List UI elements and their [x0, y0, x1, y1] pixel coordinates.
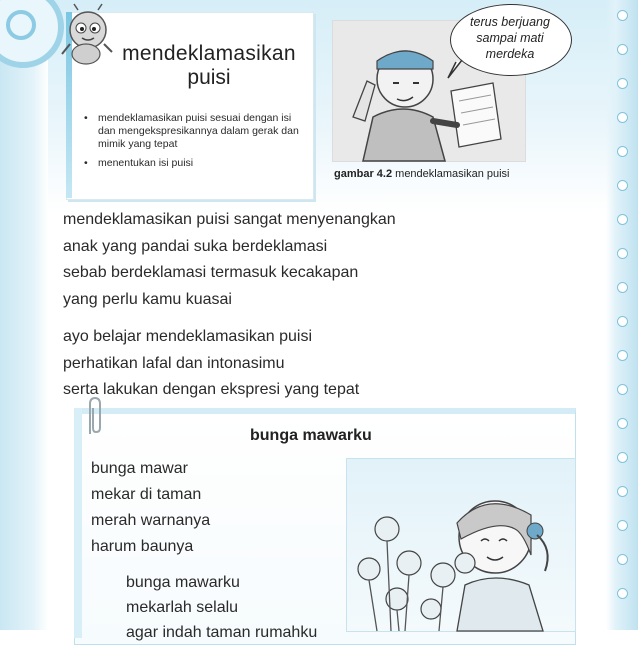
poem-title: bunga mawarku	[250, 427, 372, 444]
poem-stanza-2	[126, 570, 317, 645]
text-line: mendeklamasikan puisi sangat menyenangkan	[63, 211, 396, 228]
text-line: ayo belajar mendeklamasikan puisi	[63, 328, 313, 345]
poem-line: bunga mawarku	[126, 574, 240, 591]
text-line: sebab berdeklamasi termasuk kecakapan	[63, 264, 359, 281]
lesson-title-line2: puisi	[187, 66, 231, 89]
poem-line: agar indah taman rumahku	[126, 624, 318, 641]
poem-box-strip	[74, 408, 82, 638]
objectives-list	[82, 112, 308, 176]
left-margin-decoration	[0, 0, 48, 630]
paperclip-icon	[84, 396, 106, 438]
speech-bubble-tail	[446, 60, 466, 80]
figure-caption	[334, 168, 544, 180]
poem-line: mekarlah selalu	[126, 599, 239, 616]
text-line: perhatikan lafal dan intonasimu	[63, 354, 285, 372]
girl-roses-illustration	[346, 458, 576, 632]
text-line: yang perlu kamu kuasai	[63, 290, 232, 308]
speech-line: terus berjuang	[470, 15, 550, 29]
poem-line: mekar di taman	[91, 486, 202, 503]
speech-line: sampai mati	[476, 31, 544, 45]
right-dot-border	[614, 10, 630, 620]
poem-stanza-1	[91, 456, 210, 560]
poem-line: harum baunya	[91, 538, 194, 555]
speech-bubble-text	[456, 14, 564, 62]
caption-text: mendeklamasikan puisi	[392, 168, 510, 180]
poem-line: merah warnanya	[91, 512, 211, 529]
caption-label: gambar 4.2	[334, 168, 393, 180]
objective-item: • mendeklamasikan puisi sesuai dengan isi dan mengekspresikannya dalam gerak dan mimik yang tepat	[82, 112, 308, 151]
speech-line: merdeka	[485, 47, 535, 61]
poem-line: bunga mawar	[91, 460, 188, 477]
objective-item: • menentukan isi puisi	[82, 157, 308, 170]
text-line: anak yang pandai suka berdeklamasi	[63, 237, 328, 255]
paragraph-instructions	[63, 324, 359, 404]
girl-smelling-roses-icon	[347, 459, 575, 631]
mascot-icon	[56, 4, 116, 66]
paragraph-intro	[63, 207, 396, 313]
lesson-title-line1: mendeklamasikan	[122, 42, 296, 65]
text-line: serta lakukan dengan ekspresi yang tepat	[63, 381, 360, 398]
